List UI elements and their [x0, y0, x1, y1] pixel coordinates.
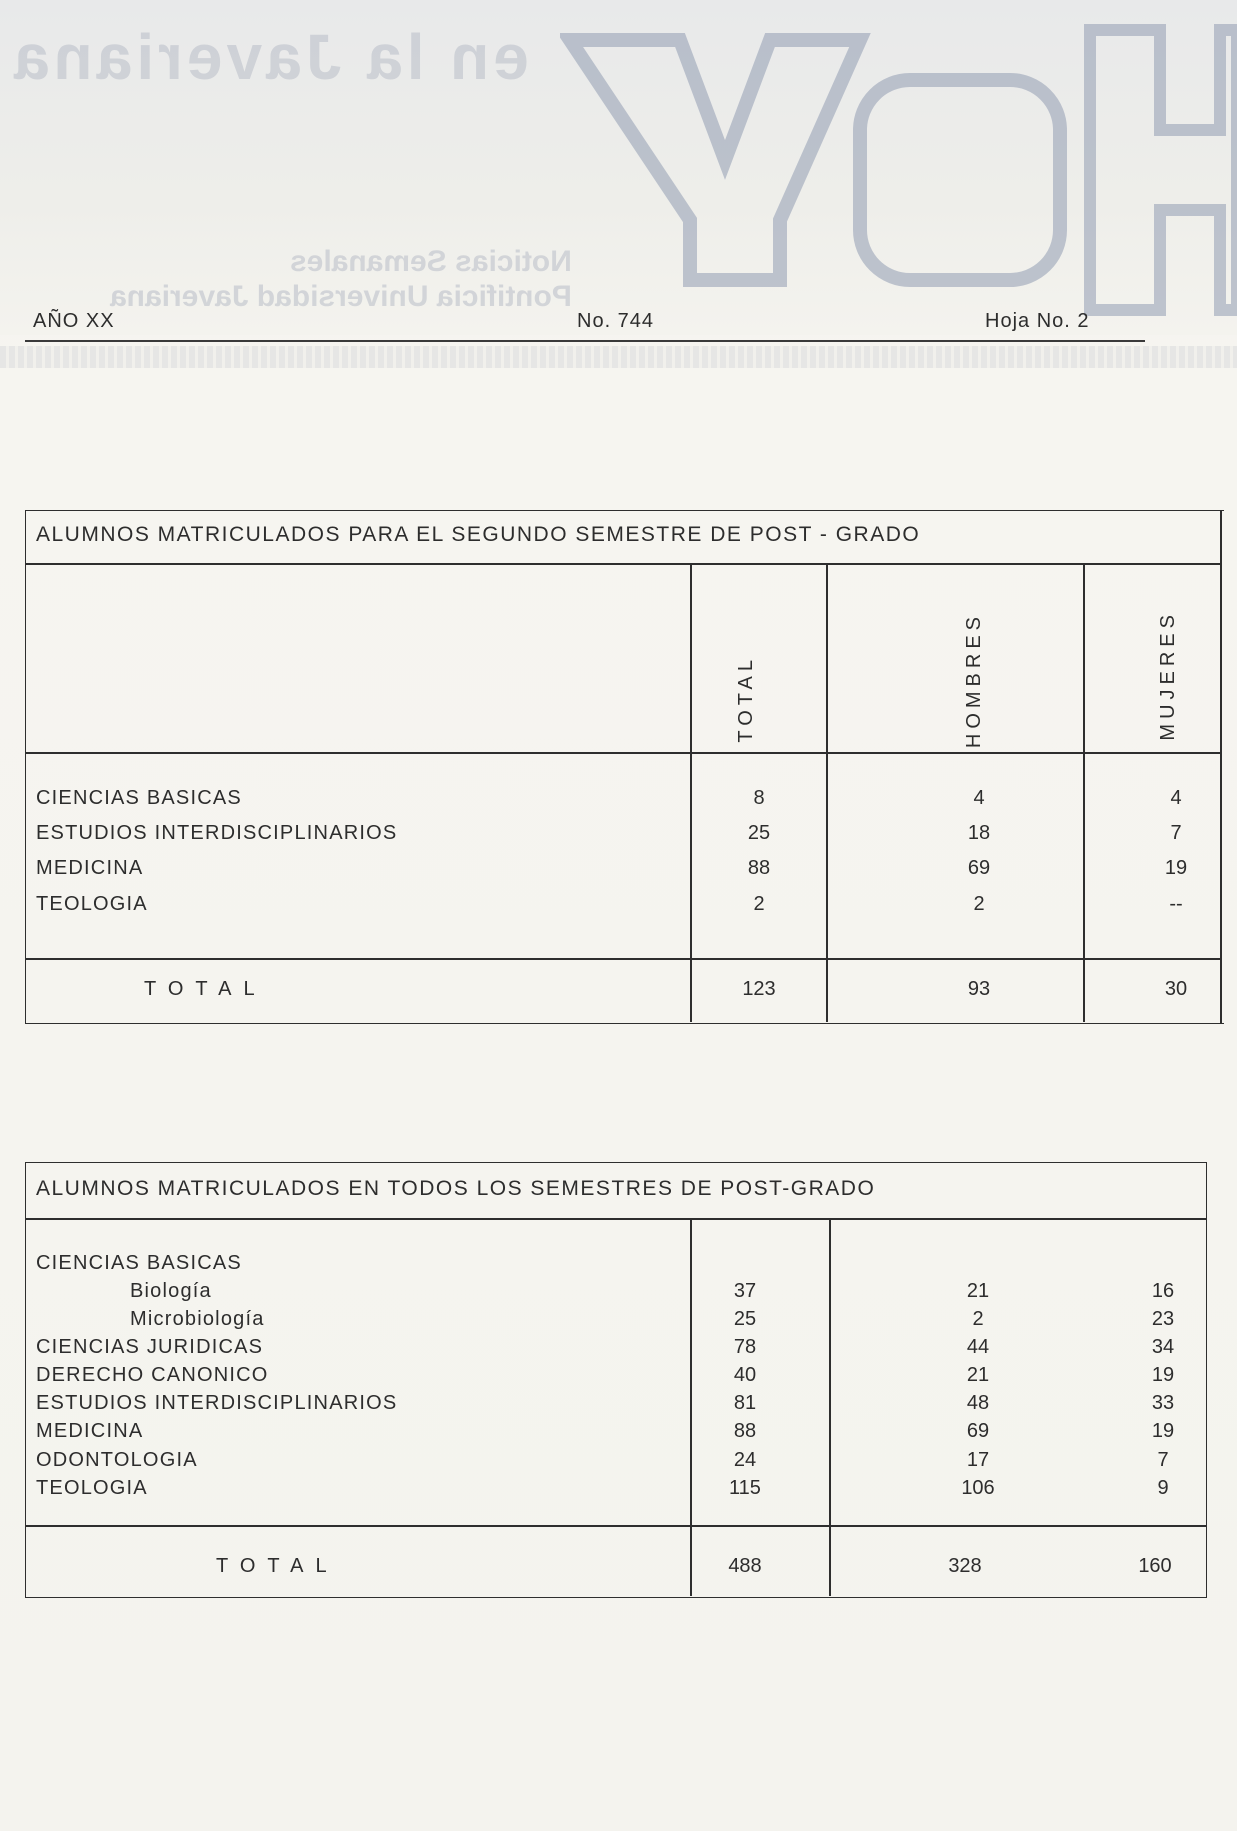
row-total: 24 [733, 1449, 757, 1471]
sheet-number: Hoja No. 2 [985, 310, 1090, 332]
row-mujeres: 16 [1151, 1280, 1175, 1302]
row-name: CIENCIAS JURIDICAS [36, 1336, 264, 1358]
table-row [36, 1280, 1206, 1308]
row-hombres: 106 [961, 1477, 995, 1499]
row-total: 88 [747, 857, 771, 879]
total-mujeres: 160 [1138, 1555, 1172, 1577]
row-mujeres: 19 [1151, 1420, 1175, 1442]
table1-title: ALUMNOS MATRICULADOS PARA EL SEGUNDO SEMESTRE DE POST - GRADO [36, 523, 921, 546]
row-hombres: 17 [966, 1449, 990, 1471]
table-row [36, 1308, 1206, 1336]
row-hombres: 69 [967, 857, 991, 879]
row-total: 78 [733, 1336, 757, 1358]
row-total: 40 [733, 1364, 757, 1386]
row-mujeres: 34 [1151, 1336, 1175, 1358]
mirrored-masthead-sub1: Noticias Semanales [290, 245, 572, 278]
row-name: DERECHO CANONICO [36, 1364, 269, 1386]
table-row [36, 1392, 1206, 1420]
row-total: 2 [753, 893, 765, 915]
table-row [36, 1420, 1206, 1448]
table-row [36, 1449, 1206, 1477]
row-total: 81 [733, 1392, 757, 1414]
total-hombres: 93 [967, 978, 991, 1000]
issue-number: No. 744 [577, 310, 655, 332]
table-row [36, 857, 1216, 885]
table-row [36, 1252, 1206, 1280]
row-hombres: 21 [966, 1280, 990, 1302]
row-name: TEOLOGIA [36, 893, 148, 915]
table-row [36, 1336, 1206, 1364]
table1-title-rule [25, 563, 1222, 565]
table-row [36, 1364, 1206, 1392]
header-rule [25, 340, 1145, 342]
issue-header [25, 306, 1145, 340]
mirrored-masthead-title: en la Javeriana [10, 21, 529, 93]
row-name: Biología [130, 1280, 212, 1302]
row-total: 8 [753, 787, 765, 809]
table1-total-label: TOTAL [144, 978, 267, 1000]
table-row [36, 1477, 1206, 1505]
hoy-logo [560, 20, 1237, 320]
row-name: MEDICINA [36, 857, 144, 879]
table2-title-rule [25, 1218, 1207, 1220]
row-mujeres: 4 [1170, 787, 1182, 809]
row-hombres: 44 [966, 1336, 990, 1358]
total-total: 123 [742, 978, 776, 1000]
row-name: ODONTOLOGIA [36, 1449, 198, 1471]
table1-col-hombres: HOMBRES [963, 612, 985, 749]
row-mujeres: 9 [1157, 1477, 1169, 1499]
mirrored-masthead-sub2: Pontificia Universidad Javeriana [110, 280, 572, 313]
table-row [36, 787, 1216, 815]
row-total: 115 [729, 1477, 761, 1499]
row-mujeres: 33 [1151, 1392, 1175, 1414]
table2-total-label: TOTAL [216, 1555, 339, 1577]
row-mujeres: 19 [1151, 1364, 1175, 1386]
row-hombres: 2 [972, 1308, 984, 1330]
table2-totals-rule [25, 1525, 1207, 1527]
row-hombres: 21 [966, 1364, 990, 1386]
table-second-semester [25, 510, 1224, 1024]
row-hombres: 69 [966, 1420, 990, 1442]
total-total: 488 [728, 1555, 762, 1577]
table-row [36, 893, 1216, 921]
table1-col-total: TOTAL [735, 655, 757, 743]
table2-title: ALUMNOS MATRICULADOS EN TODOS LOS SEMESTRES DE POST-GRADO [36, 1177, 876, 1200]
table1-total-row [36, 978, 1216, 1006]
row-hombres: 2 [973, 893, 985, 915]
table2-total-row [36, 1555, 1206, 1583]
row-hombres: 48 [966, 1392, 990, 1414]
row-name: TEOLOGIA [36, 1477, 148, 1499]
row-total: 88 [733, 1420, 757, 1442]
faded-stamp-strip [0, 346, 1237, 368]
table1-right-border [1220, 510, 1222, 1024]
row-hombres: 18 [967, 822, 991, 844]
row-mujeres: 19 [1164, 857, 1188, 879]
table1-col-mujeres: MUJERES [1157, 610, 1179, 741]
table1-header-rule [25, 752, 1222, 754]
row-total: 37 [733, 1280, 757, 1302]
row-mujeres: 7 [1170, 822, 1182, 844]
row-name: CIENCIAS BASICAS [36, 1252, 242, 1274]
row-hombres: 4 [973, 787, 985, 809]
row-name: ESTUDIOS INTERDISCIPLINARIOS [36, 822, 398, 844]
row-total: 25 [747, 822, 771, 844]
row-mujeres: -- [1169, 893, 1183, 915]
table-row [36, 822, 1216, 850]
total-hombres: 328 [948, 1555, 982, 1577]
row-name: ESTUDIOS INTERDISCIPLINARIOS [36, 1392, 398, 1414]
row-total: 25 [733, 1308, 757, 1330]
row-mujeres: 23 [1151, 1308, 1175, 1330]
row-name: MEDICINA [36, 1420, 144, 1442]
year-label: AÑO XX [33, 310, 115, 332]
row-name: CIENCIAS BASICAS [36, 787, 242, 809]
total-mujeres: 30 [1164, 978, 1188, 1000]
table1-totals-rule [25, 958, 1222, 960]
row-mujeres: 7 [1157, 1449, 1169, 1471]
row-name: Microbiología [130, 1308, 265, 1330]
